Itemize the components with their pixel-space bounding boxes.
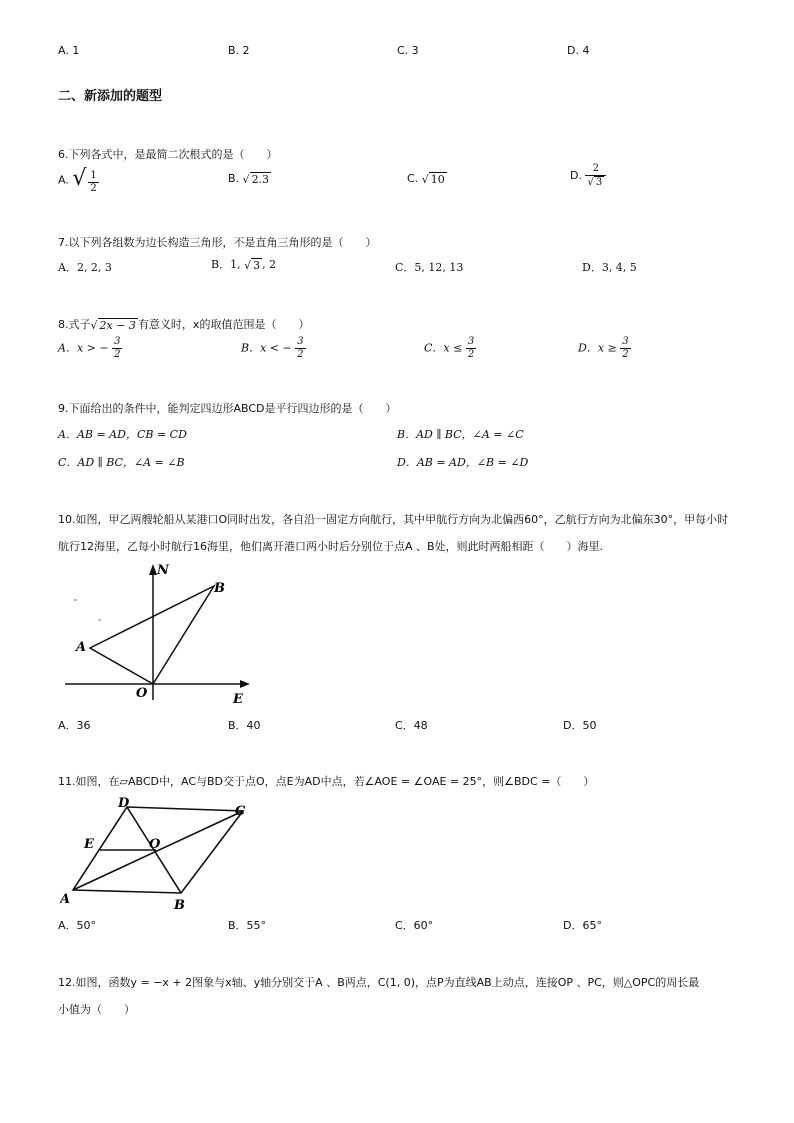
q8-c-den: 2 [467,349,475,360]
q5-option-b: B. 2 [228,44,250,57]
q8-stem: 8.式子√ 2x − 3 有意义时，x的取值范围是（ ） [58,318,310,332]
q6-a-num: 1 [90,169,97,181]
q8-d-label: D．x ≥ [578,341,617,355]
q11-option-c: C．60° [395,919,434,932]
q6-d-label: D. [570,169,582,182]
q9-stem: 9.下面给出的条件中，能判定四边形ABCD是平行四边形的是（ ） [58,402,397,415]
q9-option-b: B．AD ∥ BC，∠A = ∠C [397,428,524,441]
q8-b-num: 3 [297,336,304,347]
label-a: A [76,640,87,655]
q8-stem-pre: 8.式子 [58,318,91,331]
q6-c-radicand: 10 [430,173,445,186]
triangle-oab [90,586,214,684]
east-arrow-icon [240,680,250,688]
sqrt-sign: √ $\frac{1}{2}$ [72,166,97,194]
q12-stem-line2: 小值为（ ） [58,1003,135,1016]
q7-option-b: B．1, √ 3 , 2 [211,258,277,272]
q7-b-tail: , 2 [262,258,277,271]
q7-option-c: C．5, 12, 13 [395,261,464,274]
q8-a-den: 2 [114,349,121,360]
q7-b-label: B．1, [211,258,245,271]
q6-option-d: D. $\frac{2}{√ 3}$ [570,163,606,189]
label-d: D [118,796,130,811]
q11-option-d: D．65° [563,919,602,932]
q7-option-a: A．2, 2, 3 [58,261,112,274]
q6-option-a [58,166,101,195]
q8-option-b [241,336,306,361]
q6-b-radicand: 2.3 [251,173,270,186]
q10-stem-line2: 航行12海里，乙每小时航行16海里，他们离开港口两小时后分别位于点A 、B处，则此时两船相距（ ）海里. [58,540,604,553]
q11-figure [60,793,260,913]
q8-a-num: 3 [114,336,121,347]
q11-option-b: B．55° [228,919,267,932]
q10-figure [60,560,260,708]
q8-c-label: C．x ≤ [424,341,463,355]
q5-option-d: D. 4 [567,44,590,57]
label-n: N [157,563,169,578]
q8-radicand: 2x − 3 [99,319,136,332]
q9-option-c: C．AD ∥ BC，∠A = ∠B [58,456,185,469]
q5-option-a: A. 1 [58,44,80,57]
label-e: E [233,692,243,707]
q10-option-b: B．40 [228,719,261,732]
label-b: B [214,581,225,596]
q6-stem: 6.下列各式中，是最简二次根式的是（ ） [58,148,278,161]
q6-option-b: B. √ 2.3 [228,172,270,186]
q8-d-den: 2 [622,349,629,360]
q10-option-a: A．36 [58,719,91,732]
q8-option-c [424,336,476,361]
q6-b-label: B. [228,172,240,185]
label-o: O [149,837,161,852]
q8-a-label: A．x > − [58,341,109,355]
q11-option-a: A．50° [58,919,97,932]
q9-option-a: A．AB = AD，CB = CD [58,428,187,441]
q8-d-num: 3 [622,336,629,347]
label-e: E [84,837,94,852]
q8-b-label: B．x < − [241,341,292,355]
q10-stem-line1: 10.如图，甲乙两艘轮船从某港口O同时出发，各自沿一固定方向航行，其中甲航行方向为北偏西60°，乙航行方向为北偏东30°，甲每小时 [58,513,729,526]
label-c: C [235,804,246,819]
q5-option-c: C. 3 [397,44,419,57]
q12-stem-line1: 12.如图，函数y = −x + 2图象与x轴、y轴分别交于A 、B两点，C(1, 0)，点P为直线AB上动点，连接OP 、PC，则△OPC的周长最 [58,976,700,989]
q8-b-den: 2 [297,349,304,360]
label-a: A [60,892,71,907]
label-o: O [136,686,148,701]
q10-option-d: D．50 [563,719,597,732]
q6-option-c: C. √ 10 [407,172,445,186]
q6-d-num: 2 [592,163,600,174]
q6-a-den: 2 [90,182,97,194]
q6-d-den: 3 [595,177,603,188]
q11-stem: 11.如图，在▱ABCD中，AC与BD交于点O，点E为AD中点，若∠AOE = ∠OAE = 25°，则∠BDC =（ ） [58,775,595,788]
q8-c-num: 3 [467,336,475,347]
q10-option-c: C．48 [395,719,428,732]
q8-option-a [58,336,122,361]
q7-b-radicand: 3 [253,259,261,272]
q7-stem: 7.以下列各组数为边长构造三角形，不是直角三角形的是（ ） [58,236,377,249]
q6-c-label: C. [407,172,419,185]
q8-stem-post: 有意义时，x的取值范围是（ ） [137,318,310,331]
q6-a-label: A. [58,173,69,187]
north-arrow-icon [149,564,157,575]
label-b: B [174,898,185,913]
q7-option-d: D．3, 4, 5 [582,261,637,274]
section-title: 二、新添加的题型 [58,89,163,104]
q8-option-d [578,336,631,361]
q9-option-d: D．AB = AD，∠B = ∠D [397,456,529,469]
